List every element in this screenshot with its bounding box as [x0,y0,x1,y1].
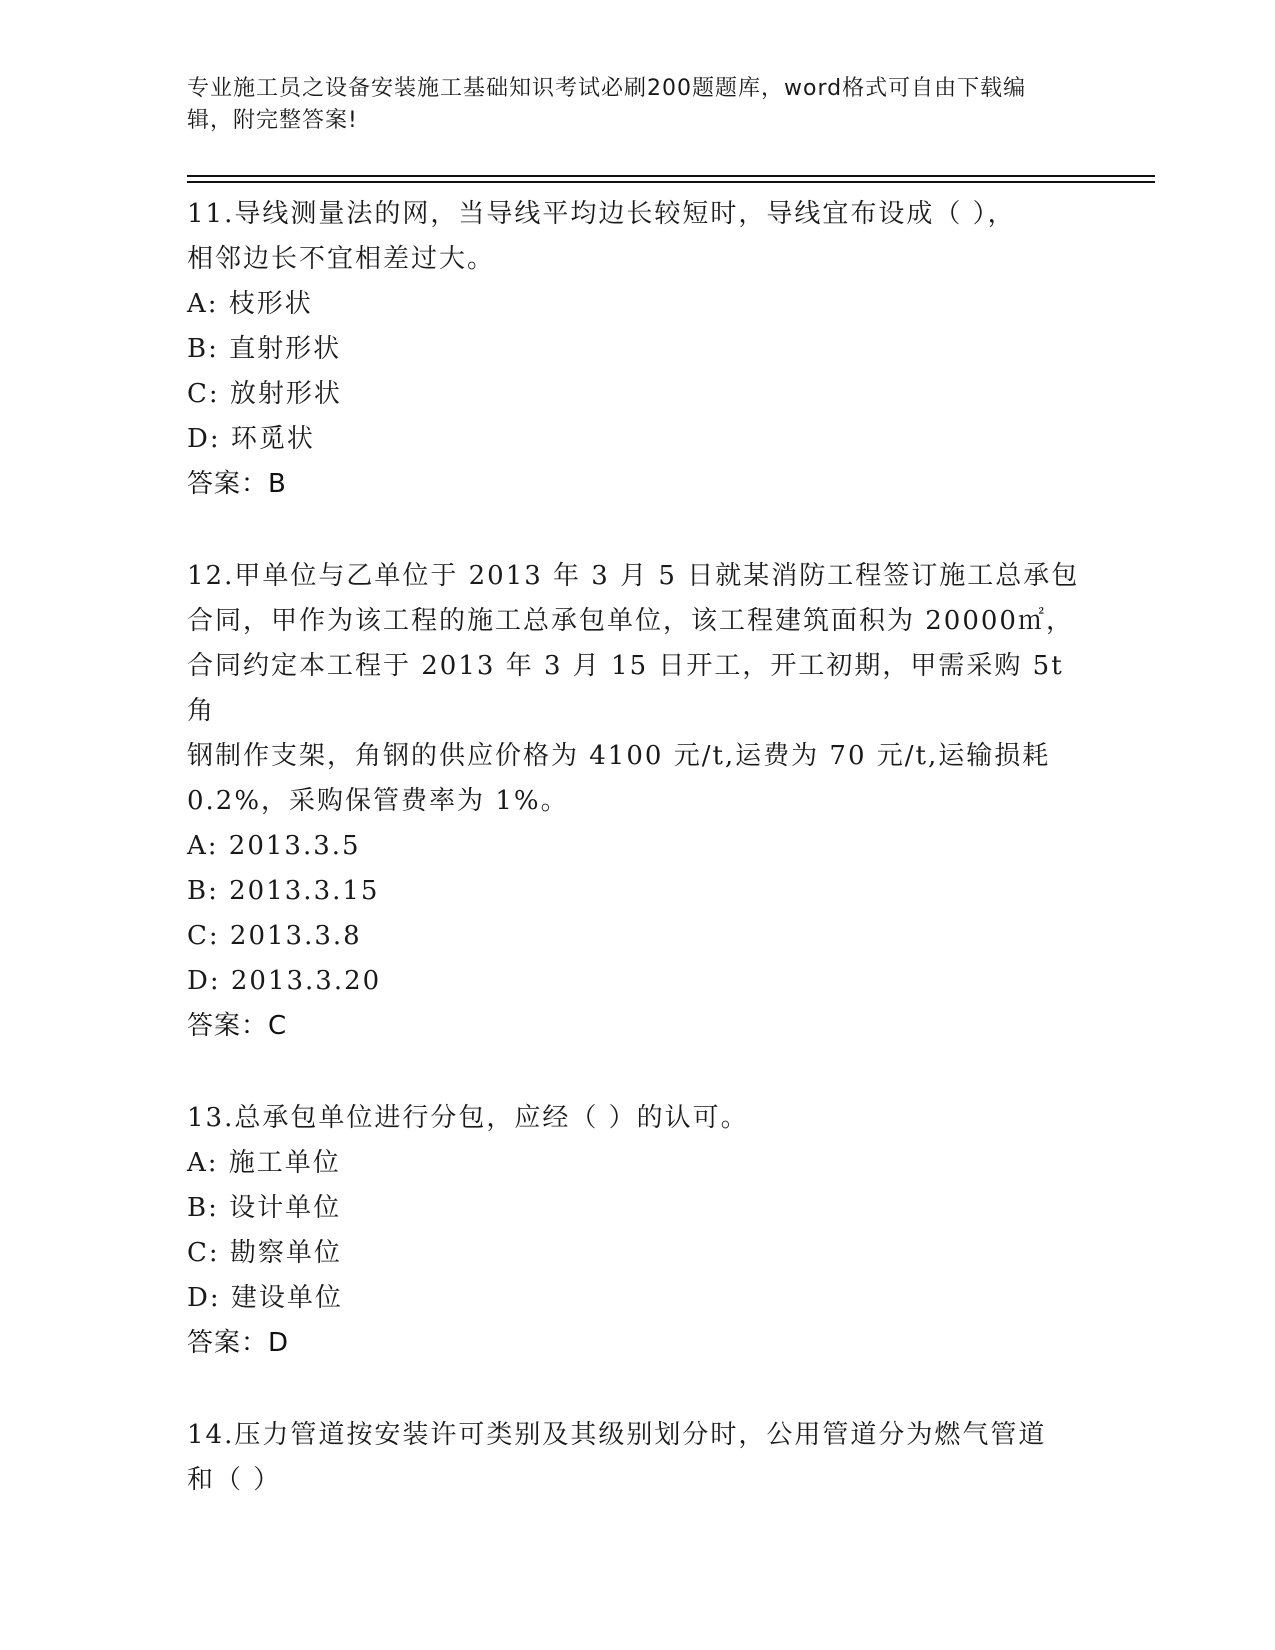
question-stem-line: 11.导线测量法的网，当导线平均边长较短时，导线宜布设成（ ）， [187,199,1016,229]
option-a: A: 2013.3.5 [187,831,361,861]
option-d: D: 2013.3.20 [187,966,382,996]
option-d: D: 环觅状 [187,424,315,454]
question-stem-line: 和（ ） [187,1465,282,1495]
option-a: A: 枝形状 [187,289,313,319]
question-stem-line: 钢制作支架，角钢的供应价格为 4100 元/t,运费为 70 元/t,运输损耗 [187,741,1051,771]
answer-line: 答案：B [187,469,287,499]
question-13 [187,1096,1087,1366]
document-header: 专业施工员之设备安装施工基础知识考试必刷200题题库，word格式可自由下载编辑，附完整答案! [187,76,1027,133]
header-divider-top [187,175,1155,177]
option-b: B: 直射形状 [187,334,342,364]
answer-line: 答案：C [187,1011,288,1041]
question-stem-line: 14.压力管道按安装许可类别及其级别划分时，公用管道分为燃气管道 [187,1420,1047,1450]
option-b: B: 设计单位 [187,1193,342,1223]
question-stem-line: 合同约定本工程于 2013 年 3 月 15 日开工，开工初期，甲需采购 5t 角 [187,651,1064,726]
question-12 [187,554,1087,1049]
question-stem-line: 相邻边长不宜相差过大。 [187,244,496,274]
option-d: D: 建设单位 [187,1283,343,1313]
option-a: A: 施工单位 [187,1148,341,1178]
question-stem-line: 12.甲单位与乙单位于 2013 年 3 月 5 日就某消防工程签订施工总承包 [187,561,1080,591]
option-c: C: 放射形状 [187,379,342,409]
question-14 [187,1413,1087,1503]
option-c: C: 勘察单位 [187,1238,342,1268]
question-list [187,192,1087,1503]
option-c: C: 2013.3.8 [187,921,362,951]
question-11 [187,192,1087,507]
question-stem-line: 13.总承包单位进行分包，应经（ ）的认可。 [187,1103,749,1133]
header-divider-bottom [187,181,1155,183]
question-gap [187,1049,1087,1096]
answer-line: 答案：D [187,1328,290,1358]
question-stem-line: 0.2%，采购保管费率为 1%。 [187,786,569,816]
question-gap [187,507,1087,554]
question-gap [187,1366,1087,1413]
option-b: B: 2013.3.15 [187,876,380,906]
question-stem-line: 合同，甲作为该工程的施工总承包单位，该工程建筑面积为 20000㎡， [187,606,1074,636]
